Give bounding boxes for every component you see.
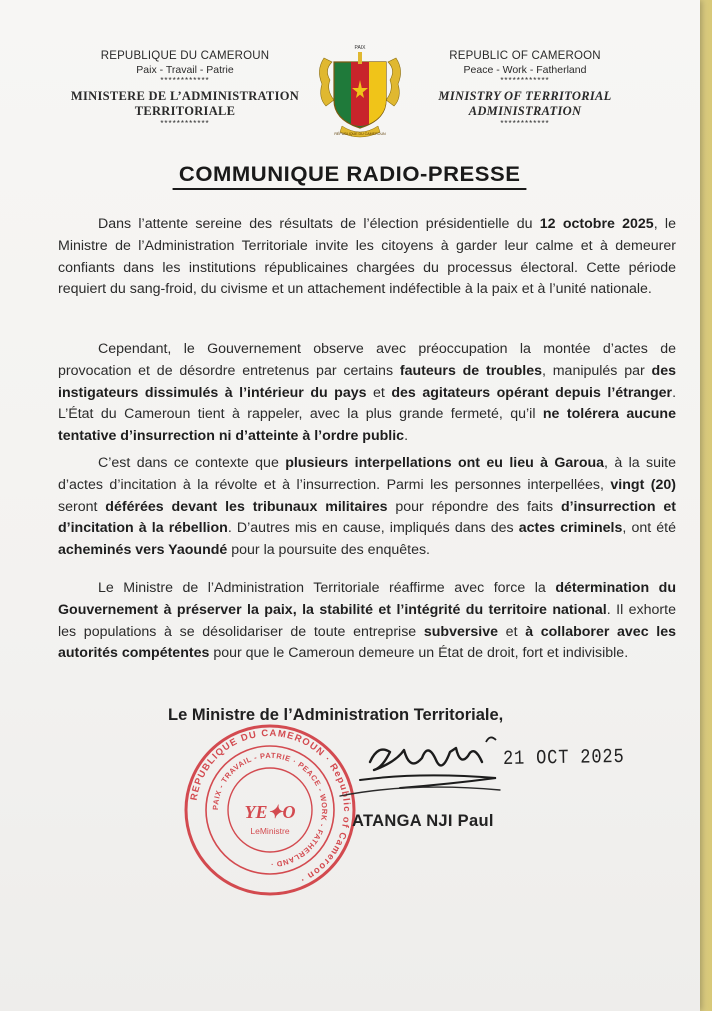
paragraph-4 [58, 578, 676, 665]
paragraph-emphasis: 12 octobre 2025 [539, 216, 654, 232]
signer-title: Le Ministre de l’Administration Territoriale, [168, 706, 504, 724]
paragraph-text: , ont été [622, 520, 676, 537]
document-title: COMMUNIQUE RADIO-PRESSE [173, 163, 527, 190]
svg-text:PAIX: PAIX [354, 45, 366, 51]
header-left-motto: Paix - Travail - Patrie [136, 64, 234, 76]
header-left-ministry-line2: TERRITORIALE [134, 104, 236, 118]
paragraph-text: Cependant, le Gouvernement observe avec préoccupation la montée d’actes de provocation et de désordre entretenus par certains [58, 341, 676, 379]
header-left-country: REPUBLIQUE DU CAMEROUN [100, 50, 270, 62]
paragraph-emphasis: subversive [423, 623, 498, 640]
paragraph-emphasis: vingt (20) [610, 476, 676, 493]
paragraph-text: et [498, 623, 526, 640]
header-right-motto: Peace - Work - Fatherland [463, 64, 587, 76]
handwritten-signature [300, 722, 530, 817]
paragraph-text: , manipulés par [541, 362, 652, 379]
paragraph-emphasis: des instigateurs dissimulés à l’intérieur du pays [58, 362, 676, 401]
stamp-center-label: LeMinistre [250, 826, 290, 836]
paragraph-emphasis: déférées devant les tribunaux militaires [105, 498, 388, 515]
header-right [420, 50, 630, 129]
svg-text:YE✦O: YE✦O [244, 802, 296, 822]
paragraph-2 [58, 339, 676, 448]
paragraph-text: , à la suite d’actes d’incitation à la révolte et à l’insurrection. Parmi les personnes interpellées, [58, 455, 676, 493]
signer-name: ATANGA NJI Paul [352, 812, 494, 830]
paragraph-text: . Il exhorte les populations à se désolidariser de toute entreprise [58, 601, 676, 640]
paragraph-emphasis: plusieurs interpellations ont eu lieu à Garoua [285, 455, 605, 471]
signature-date: 21 OCT 2025 [502, 745, 625, 771]
paragraph-emphasis: des agitateurs opérant depuis l’étranger [391, 384, 673, 401]
paragraph-emphasis: détermination du Gouvernement à préserver la paix, la stabilité et l’intégrité du territoire national [58, 580, 676, 618]
header-right-ministry-line1: MINISTRY OF TERRITORIAL [438, 89, 612, 103]
paragraph-emphasis: acheminés vers Yaoundé [58, 542, 228, 559]
header-right-ministry-line2: ADMINISTRATION [468, 104, 582, 118]
paragraph-text: pour répondre des faits [387, 498, 561, 515]
paragraph-text: seront [58, 498, 106, 515]
svg-text:PAIX - TRAVAIL - PATRIE · PEAC: PAIX - TRAVAIL - PATRIE · PEACE - WORK - FATHERLAND · [210, 750, 330, 870]
paragraph-text: . L’État du Cameroun tient à rappeler, avec la plus grande fermeté, qu’il [58, 384, 677, 423]
paragraph-text: pour la poursuite des enquêtes. [227, 542, 431, 559]
paragraph-3 [58, 453, 676, 562]
paragraph-emphasis: ne tolérera aucune tentative d’insurrection ni d’atteinte à l’ordre public [58, 406, 676, 445]
paragraph-emphasis: à collaborer avec les autorités compétentes [58, 623, 676, 662]
paragraph-text: , le Ministre de l’Administration Territoriale invite les citoyens à garder leur calme et à demeurer confiants dans les institutions républicaines chargées du processus électoral. Cette période requiert du sang-froid, du civisme et un attachement indéfectible à la paix et à l’unité nationale. [58, 216, 676, 298]
paragraph-text: Dans l’attente sereine des résultats de l’élection présidentielle du [98, 216, 540, 232]
header-right-stars2: ************ [500, 119, 550, 128]
paragraph-text: . D’autres mis en cause, impliqués dans des [227, 520, 519, 537]
paragraph-text: C’est dans ce contexte que [98, 455, 286, 471]
paragraph-text: et [366, 384, 392, 401]
paragraph-text: Le Ministre de l’Administration Territoriale réaffirme avec force la [98, 580, 556, 596]
paragraph-text: pour que le Cameroun demeure un État de droit, fort et indivisible. [209, 645, 629, 662]
coat-of-arms-icon [312, 40, 408, 140]
svg-text:RÉPUBLIQUE DU CAMEROUN: RÉPUBLIQUE DU CAMEROUN [334, 132, 386, 136]
header-left-stars2: ************ [160, 119, 210, 128]
header-left-stars: ************ [160, 76, 210, 85]
svg-text:REPUBLIQUE DU CAMEROUN · Repub: REPUBLIQUE DU CAMEROUN · Republic of Cameroon · [188, 727, 353, 886]
paragraph-1 [58, 214, 676, 301]
header-left [70, 50, 300, 129]
paragraph-emphasis: actes criminels [518, 520, 623, 537]
header-left-ministry-line1: MINISTERE DE L’ADMINISTRATION [70, 89, 300, 103]
paragraph-text: . [404, 428, 409, 445]
document-title-wrap [0, 163, 700, 190]
header-right-stars: ************ [500, 76, 550, 85]
paragraph-emphasis: fauteurs de troubles [399, 362, 542, 379]
header-right-country: REPUBLIC OF CAMEROON [449, 50, 601, 62]
paragraph-emphasis: d’insurrection et d’incitation à la rébellion [58, 498, 677, 537]
